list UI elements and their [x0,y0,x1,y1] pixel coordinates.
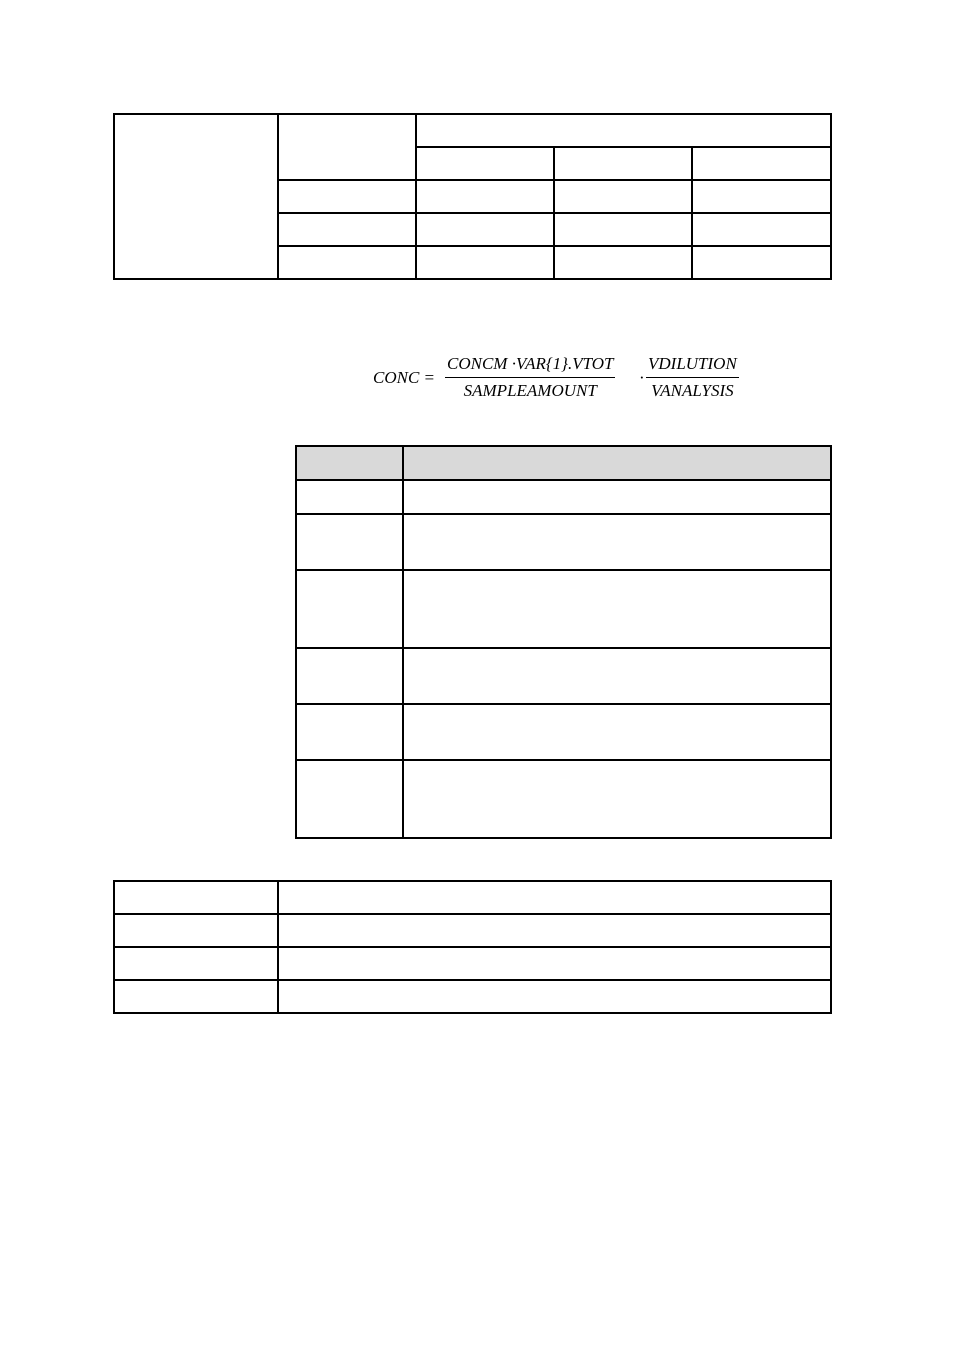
table-header-cell [296,446,403,480]
table-cell [278,914,831,947]
concentration-formula [373,350,773,406]
table-cell [692,246,831,279]
table-cell [278,180,416,213]
table-cell [296,648,403,704]
table-cell [403,570,831,648]
table-cell [403,480,831,514]
table-cell [278,947,831,980]
table-cell [278,213,416,246]
table-cell [403,514,831,570]
table-cell [296,704,403,760]
table-cell [278,246,416,279]
table-row [114,980,831,1013]
table-cell [403,760,831,838]
table-cell [278,980,831,1013]
table-cell [554,147,692,180]
table-header-cell [403,446,831,480]
table-row [114,881,831,914]
table-row [114,114,831,147]
formula-numerator-2: VDILUTION [646,354,739,378]
table-cell [278,881,831,914]
table-cell [296,760,403,838]
table-cell [416,114,831,147]
table-cell [114,947,278,980]
table-cell [692,213,831,246]
formula-numerator-1: CONCM ·VAR{1}.VTOT [445,354,615,378]
top-table [113,113,832,280]
table-row [296,704,831,760]
formula-fraction-2 [646,354,739,401]
table-row [114,947,831,980]
formula-fraction-1 [445,354,615,401]
formula-denominator-1: SAMPLEAMOUNT [463,381,597,400]
table-cell [403,648,831,704]
table-cell [114,980,278,1013]
formula-denominator-2: VANALYSIS [651,381,734,400]
formula-lhs: CONC = [373,368,436,387]
table-cell [278,114,416,180]
table-row [296,760,831,838]
variables-table [295,445,832,839]
table-cell [692,147,831,180]
table-row [296,570,831,648]
table-row [296,648,831,704]
table-cell [416,147,554,180]
formula-operator: · [639,368,645,387]
table-cell [114,114,278,279]
table-cell [416,246,554,279]
table-header-row [296,446,831,480]
table-cell [554,180,692,213]
table-cell [554,246,692,279]
table-cell [114,914,278,947]
table-cell [114,881,278,914]
table-cell [692,180,831,213]
table-row [114,914,831,947]
bottom-table [113,880,832,1014]
table-row [296,514,831,570]
table-row [296,480,831,514]
table-cell [296,514,403,570]
table-cell [296,570,403,648]
table-cell [403,704,831,760]
table-cell [296,480,403,514]
table-cell [416,213,554,246]
table-cell [416,180,554,213]
table-cell [554,213,692,246]
